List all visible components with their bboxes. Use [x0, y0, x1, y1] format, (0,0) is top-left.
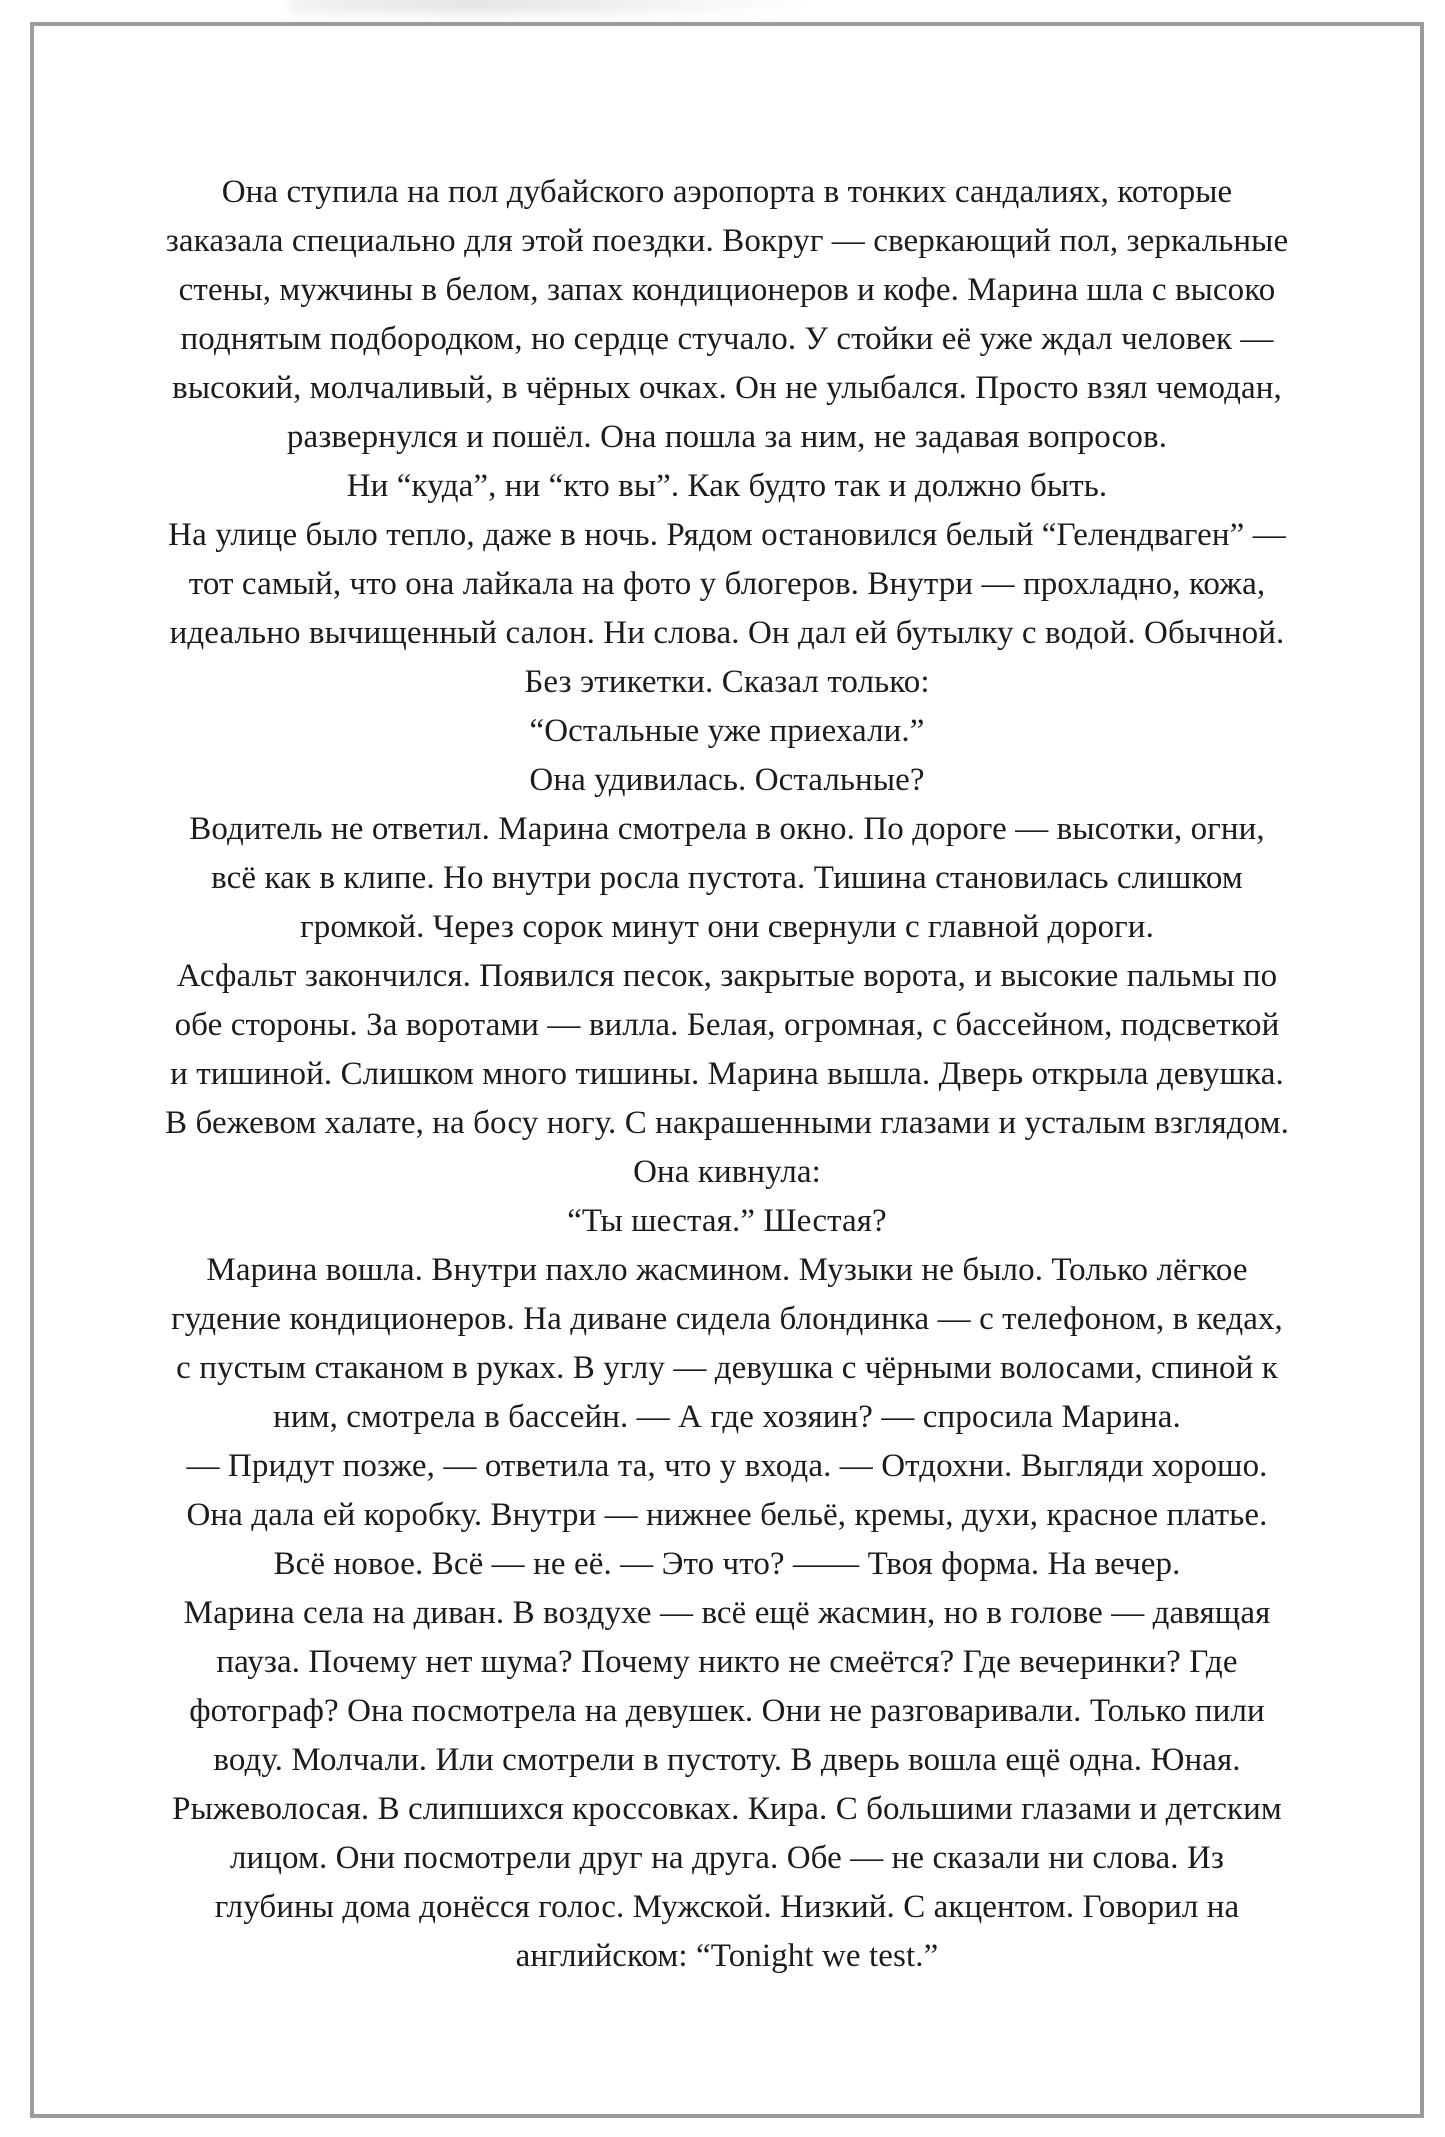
text-line: Она удивилась. Остальные? [529, 762, 925, 798]
text-line: заказала специально для этой поездки. Вокруг — сверкающий пол, зеркальные [165, 223, 1289, 259]
text-line: поднятым подбородком, но сердце стучало. У стойки её уже ждал человек — [180, 321, 1274, 357]
text-line: развернулся и пошёл. Она пошла за ним, не задавая вопросов. [286, 419, 1168, 455]
text-line: Марина села на диван. В воздухе — всё ещё жасмин, но в голове — давящая [183, 1595, 1271, 1631]
text-line: высокий, молчаливый, в чёрных очках. Он не улыбался. Просто взял чемодан, [172, 370, 1282, 406]
text-line: тот самый, что она лайкала на фото у блогеров. Внутри — прохладно, кожа, [188, 566, 1266, 602]
text-line: всё как в клипе. Но внутри росла пустота. Тишина становилась слишком [211, 860, 1243, 896]
text-line: ним, смотрела в бассейн. — А где хозяин? — спросила Марина. [273, 1399, 1181, 1435]
text-line: Асфальт закончился. Появился песок, закрытые ворота, и высокие пальмы по [176, 958, 1278, 994]
document-page [30, 22, 1424, 2118]
text-line: пауза. Почему нет шума? Почему никто не смеётся? Где вечеринки? Где [216, 1644, 1238, 1680]
text-line: английском: “Tonight we test.” [515, 1938, 939, 1974]
story-text-block [62, 168, 1392, 1981]
text-line: фотограф? Она посмотрела на девушек. Они не разговаривали. Только пили [189, 1693, 1265, 1729]
text-line: глубины дома донёсся голос. Мужской. Низкий. С акцентом. Говорил на [214, 1889, 1240, 1925]
text-line: Она дала ей коробку. Внутри — нижнее бельё, кремы, духи, красное платье. [186, 1497, 1268, 1533]
text-line: гудение кондиционеров. На диване сидела блондинка — с телефоном, в кедах, [171, 1301, 1283, 1337]
text-line: с пустым стаканом в руках. В углу — девушка с чёрными волосами, спиной к [176, 1350, 1278, 1386]
text-line: обе стороны. За воротами — вилла. Белая, огромная, с бассейном, подсветкой [174, 1007, 1280, 1043]
text-line: Всё новое. Всё — не её. — Это что? —— Твоя форма. На вечер. [273, 1546, 1181, 1582]
text-line: идеально вычищенный салон. Ни слова. Он дал ей бутылку с водой. Обычной. [169, 615, 1285, 651]
text-line: “Остальные уже приехали.” [529, 713, 925, 749]
text-line: В бежевом халате, на босу ногу. С накрашенными глазами и усталым взглядом. [165, 1105, 1289, 1141]
text-line: Ни “куда”, ни “кто вы”. Как будто так и должно быть. [346, 468, 1108, 504]
text-line: Она кивнула: [633, 1154, 821, 1190]
text-line: Без этикетки. Сказал только: [524, 664, 930, 700]
text-line: Марина вошла. Внутри пахло жасмином. Музыки не было. Только лёгкое [206, 1252, 1248, 1288]
text-line: и тишиной. Слишком много тишины. Марина вышла. Дверь открыла девушка. [170, 1056, 1284, 1092]
text-line: стены, мужчины в белом, запах кондиционеров и кофе. Марина шла с высоко [178, 272, 1276, 308]
text-line: громкой. Через сорок минут они свернули с главной дороги. [300, 909, 1154, 945]
text-line: — Придут позже, — ответила та, что у входа. — Отдохни. Выгляди хорошо. [186, 1448, 1268, 1484]
text-line: лицом. Они посмотрели друг на друга. Обе — не сказали ни слова. Из [229, 1840, 1225, 1876]
text-line: Рыжеволосая. В слипшихся кроссовках. Кира. С большими глазами и детским [172, 1791, 1282, 1827]
blurred-artifact [290, 0, 810, 20]
text-line: “Ты шестая.” Шестая? [567, 1203, 887, 1239]
text-line: Она ступила на пол дубайского аэропорта в тонких сандалиях, которые [221, 174, 1233, 210]
text-line: На улице было тепло, даже в ночь. Рядом остановился белый “Гелендваген” — [168, 517, 1286, 553]
text-line: воду. Молчали. Или смотрели в пустоту. В дверь вошла ещё одна. Юная. [213, 1742, 1241, 1778]
text-line: Водитель не ответил. Марина смотрела в окно. По дороге — высотки, огни, [189, 811, 1265, 847]
